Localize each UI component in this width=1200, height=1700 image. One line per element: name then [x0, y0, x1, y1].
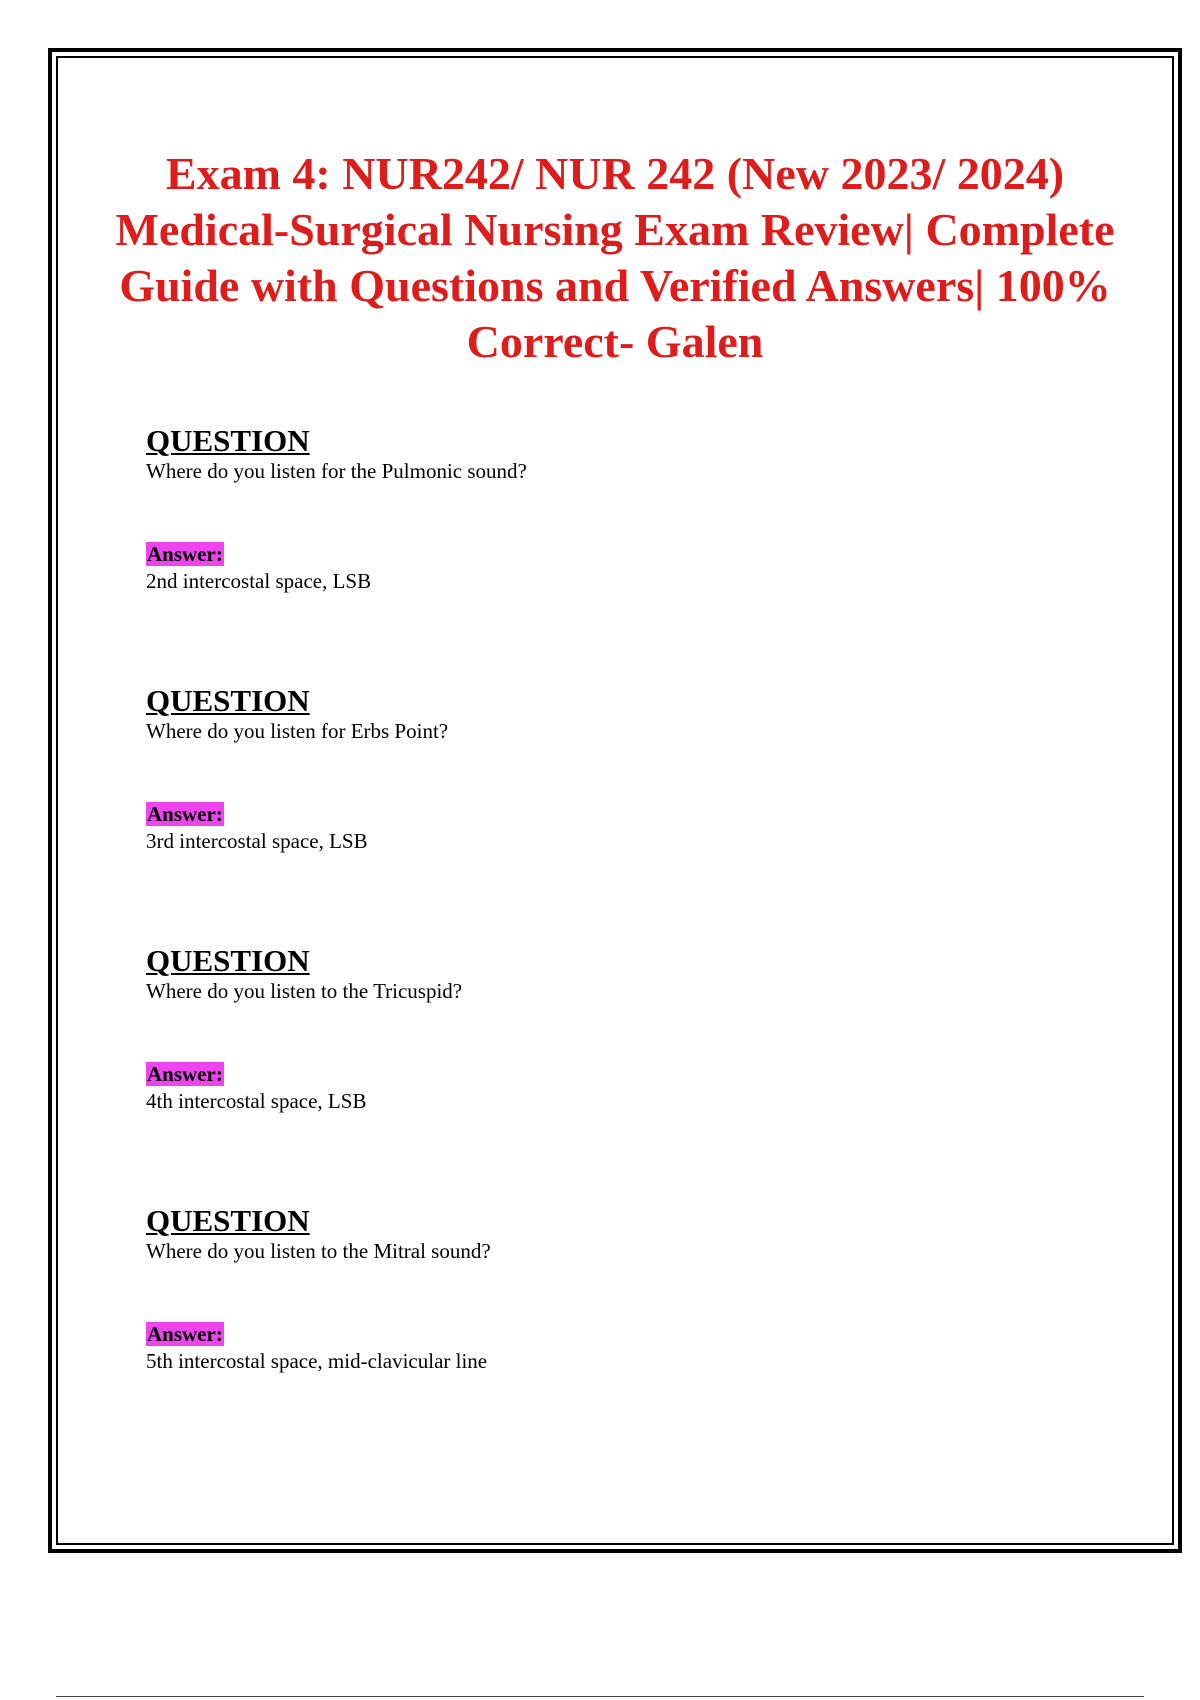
question-text: Where do you listen for the Pulmonic sound? — [146, 459, 527, 483]
qa-item — [146, 944, 1106, 1204]
answer-text: 3rd intercostal space, LSB — [146, 829, 368, 853]
question-heading: QUESTION — [146, 683, 310, 718]
answer-label: Answer: — [147, 542, 223, 566]
answer-text: 2nd intercostal space, LSB — [146, 569, 372, 593]
qa-item — [146, 1204, 1106, 1464]
qa-item — [146, 424, 1106, 684]
question-heading: QUESTION — [146, 943, 310, 978]
footer-divider — [56, 1696, 1144, 1697]
question-text: Where do you listen to the Tricuspid? — [146, 979, 463, 1003]
answer-label: Answer: — [147, 1062, 223, 1086]
answer-label: Answer: — [147, 802, 223, 826]
answer-text: 5th intercostal space, mid-clavicular line — [146, 1349, 488, 1373]
answer-text: 4th intercostal space, LSB — [146, 1089, 367, 1113]
answer-label: Answer: — [147, 1322, 223, 1346]
question-text: Where do you listen to the Mitral sound? — [146, 1239, 491, 1263]
qa-list — [146, 424, 1106, 1464]
question-text: Where do you listen for Erbs Point? — [146, 719, 449, 743]
question-heading: QUESTION — [146, 1203, 310, 1238]
qa-item — [146, 684, 1106, 944]
question-heading: QUESTION — [146, 423, 310, 458]
document-title: Exam 4: NUR242/ NUR 242 (New 2023/ 2024) Medical-Surgical Nursing Exam Review| Complete Guide with Questions and Verified Answers| 100% Correct- Galen — [115, 148, 1115, 367]
